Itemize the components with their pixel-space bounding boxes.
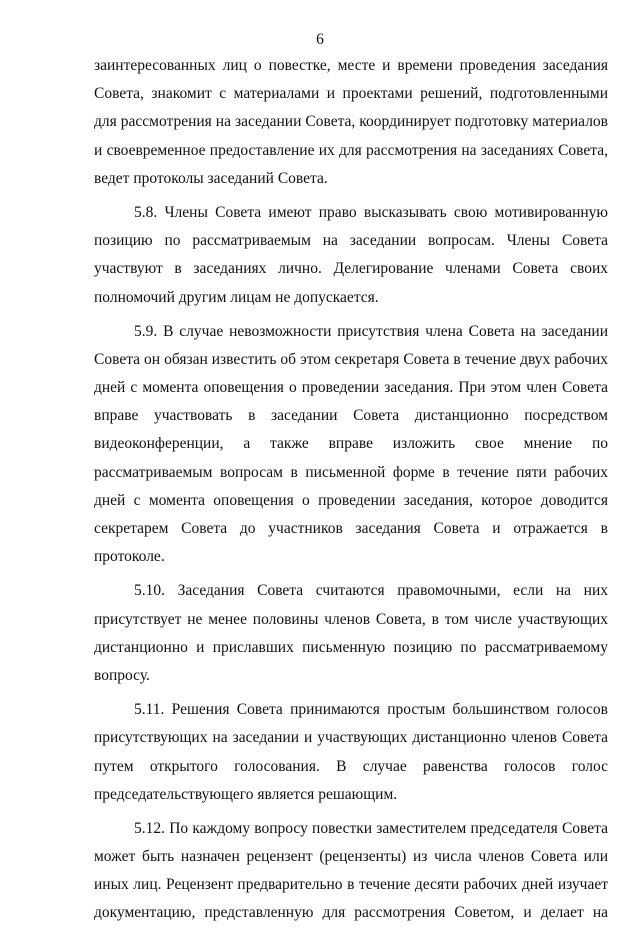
paragraph-5-12 [94,815,608,928]
text-line: Совета, знакомит с материалами и проектами решений, подготовленными [94,85,608,103]
text-line: дней с момента оповещения о проведении заседания, которое доводится [94,491,608,509]
text-line: документацию, представленную для рассмотрения Советом, и делает на [94,904,608,922]
text-line: присутствует не менее половины членов Совета, в том числе участвующих [94,610,608,628]
text-line: вопросу. [94,666,150,684]
text-line: протоколе. [94,548,165,566]
page-number: 6 [316,31,324,48]
text-line: 5.10. Заседания Совета считаются правомочными, если на них [134,582,608,600]
paragraph-5-11 [94,696,608,809]
text-line: 5.11. Решения Совета принимаются простым большинством голосов [134,701,608,719]
paragraph-continuation [94,52,608,193]
text-line: путем открытого голосования. В случае равенства голосов голос [94,757,608,775]
paragraph-5-10 [94,577,608,690]
text-line: председательствующего является решающим. [94,785,398,803]
text-line: заинтересованных лиц о повестке, месте и времени проведения заседания [94,57,608,74]
text-line: 5.12. По каждому вопросу повестки заместителем председателя Совета [134,819,608,837]
document-body [94,52,608,928]
text-line: и своевременное предоставление их для рассмотрения на заседаниях Совета, [94,141,608,159]
text-line: 5.9. В случае невозможности присутствия члена Совета на заседании [134,322,608,340]
text-line: рассматриваемым вопросам в письменной форме в течение пяти рабочих [94,463,608,481]
text-line: 5.8. Члены Совета имеют право высказывать свою мотивированную [134,203,608,221]
text-line: присутствующих на заседании и участвующих дистанционно членов Совета [94,729,608,747]
text-line: дней с момента оповещения о проведении заседания. При этом член Совета [94,379,608,397]
text-line: вправе участвовать в заседании Совета дистанционно посредством [94,407,608,425]
paragraph-5-9 [94,318,608,572]
text-line: дистанционно и приславших письменную позицию по рассматриваемому [94,638,608,656]
text-line: полномочий другим лицам не допускается. [94,288,379,306]
text-line: иных лиц. Рецензент предварительно в течение десяти рабочих дней изучает [94,876,608,894]
text-line: Совета он обязан известить об этом секретаря Совета в течение двух рабочих [94,350,608,368]
text-line: ведет протоколы заседаний Совета. [94,169,328,187]
text-line: участвуют в заседаниях лично. Делегирование членами Совета своих [94,260,608,278]
text-line: видеоконференции, а также вправе изложить свое мнение по [94,435,608,453]
text-line: для рассмотрения на заседании Совета, координирует подготовку материалов [94,113,608,131]
text-line: секретарем Совета до участников заседания Совета и отражается в [94,520,608,537]
paragraph-5-8 [94,199,608,312]
text-line: может быть назначен рецензент (рецензенты) из числа членов Совета или [94,848,608,866]
text-line: позицию по рассматриваемым на заседании вопросам. Члены Совета [94,232,608,250]
